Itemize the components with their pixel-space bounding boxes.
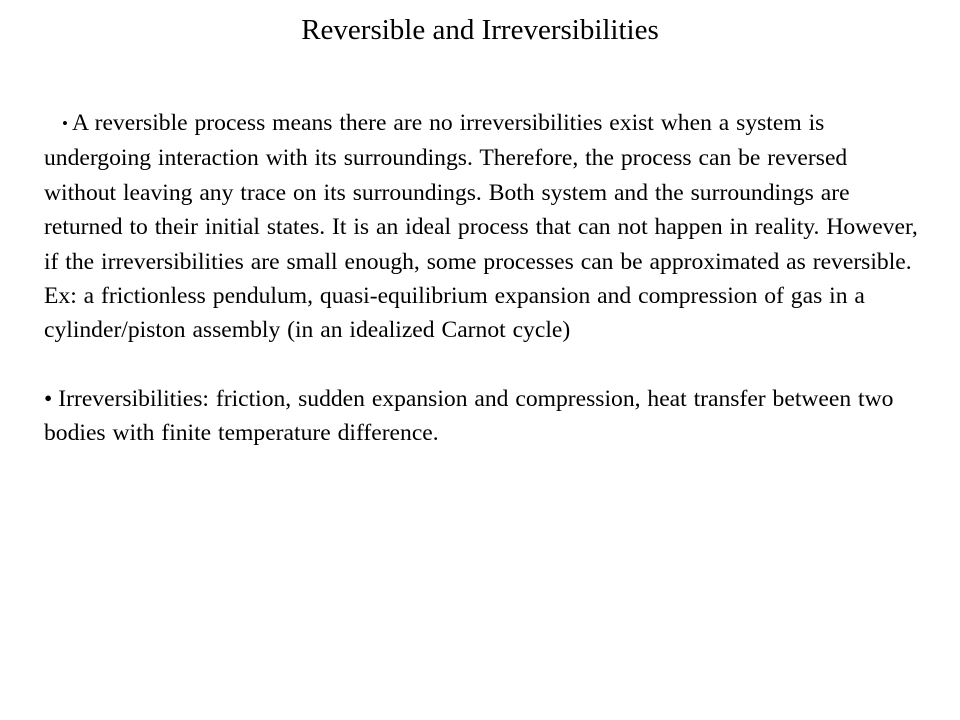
slide-body [44, 106, 924, 451]
slide-title: Reversible and Irreversibilities [301, 14, 659, 46]
bullet-text-reversible: A reversible process means there are no irreversibilities exist when a system is undergoing interaction with its surroundings. Therefore, the process can be reversed without leaving any trace on its surroundings. Both system and the surroundings are returned to their initial states. It is an ideal process that can not happen in reality. However, if the irreversibilities are small enough, some processes can be approximated as reversible. Ex: a frictionless pendulum, quasi-equilibrium expansion and compression of gas in a cylinder/piston assembly (in an idealized Carnot cycle) [44, 110, 918, 344]
bullet-paragraph-irreversibilities [44, 382, 924, 451]
bullet-marker: • [62, 114, 68, 133]
bullet-marker: • [44, 385, 53, 412]
bullet-paragraph-reversible [44, 106, 924, 348]
bullet-text-irreversibilities: Irreversibilities: friction, sudden expansion and compression, heat transfer between two bodies with finite temperature difference. [44, 385, 894, 447]
